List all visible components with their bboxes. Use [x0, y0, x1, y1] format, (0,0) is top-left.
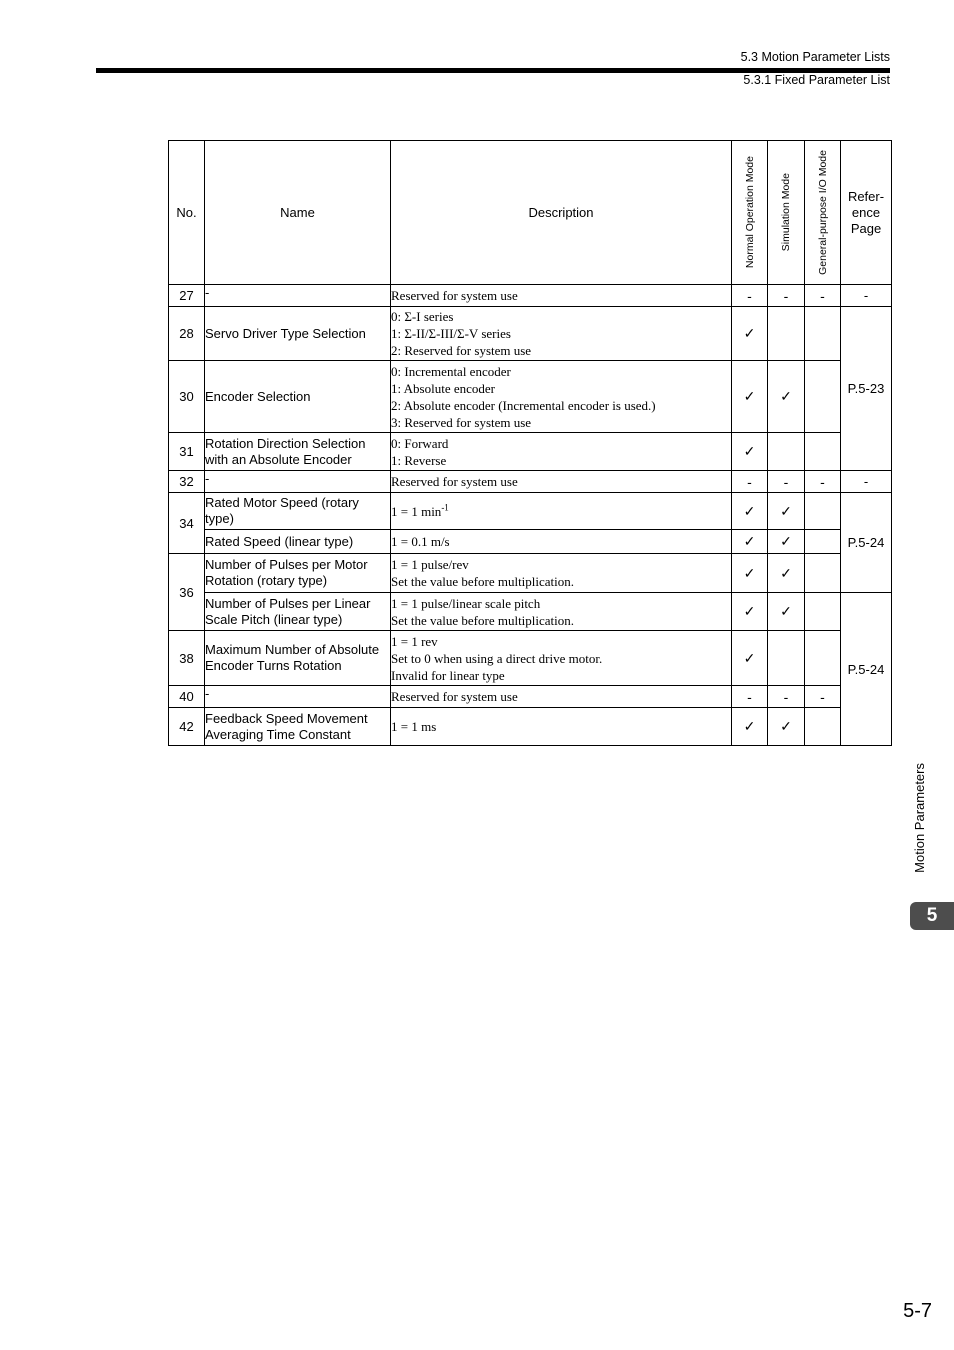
table-row	[169, 285, 892, 307]
check-icon: ✓	[732, 593, 768, 631]
param-name: Number of Pulses per Motor Rotation (rotary type)	[205, 554, 391, 593]
reference-page: P.5-24	[841, 593, 892, 746]
table-row	[169, 307, 892, 361]
normal-mode-cell: -	[732, 285, 768, 307]
check-icon: ✓	[732, 631, 768, 686]
param-name: -	[205, 471, 391, 493]
table-row	[169, 471, 892, 493]
section-title: 5.3 Motion Parameter Lists	[740, 50, 890, 64]
simulation-mode-cell: -	[768, 285, 805, 307]
table-row	[169, 686, 892, 708]
param-description: Reserved for system use	[391, 471, 732, 493]
gpio-mode-cell: -	[805, 471, 841, 493]
check-icon: ✓	[732, 361, 768, 433]
check-icon: ✓	[732, 708, 768, 746]
empty-cell	[805, 530, 841, 554]
empty-cell	[805, 631, 841, 686]
check-icon: ✓	[768, 708, 805, 746]
param-description: Reserved for system use	[391, 686, 732, 708]
header-description: Description	[391, 141, 732, 285]
table-row	[169, 593, 892, 631]
header-simulation-mode: Simulation Mode	[768, 141, 805, 285]
table-row	[169, 433, 892, 471]
param-description: 1 = 1 pulse/linear scale pitch Set the value before multiplication.	[391, 593, 732, 631]
check-icon: ✓	[732, 433, 768, 471]
reference-page: -	[841, 471, 892, 493]
simulation-mode-cell: -	[768, 686, 805, 708]
check-icon: ✓	[768, 530, 805, 554]
header-normal-mode: Normal Operation Mode	[732, 141, 768, 285]
check-icon: ✓	[768, 554, 805, 593]
param-no: 27	[169, 285, 205, 307]
param-description: 0: Forward 1: Reverse	[391, 433, 732, 471]
empty-cell	[768, 631, 805, 686]
empty-cell	[805, 708, 841, 746]
param-no: 36	[169, 554, 205, 631]
param-description: Reserved for system use	[391, 285, 732, 307]
header-gpio-mode: General-purpose I/O Mode	[805, 141, 841, 285]
header-no: No.	[169, 141, 205, 285]
param-name: Rated Motor Speed (rotary type)	[205, 493, 391, 530]
reference-page: P.5-23	[841, 307, 892, 471]
chapter-side-label: Motion Parameters	[911, 763, 927, 873]
param-description: 0: Incremental encoder 1: Absolute encoder 2: Absolute encoder (Incremental encoder is used.) 3: Reserved for system use	[391, 361, 732, 433]
param-description: 0: Σ-I series 1: Σ-II/Σ-III/Σ-V series 2: Reserved for system use	[391, 307, 732, 361]
page-number: 5-7	[903, 1300, 932, 1322]
param-no: 30	[169, 361, 205, 433]
check-icon: ✓	[768, 361, 805, 433]
check-icon: ✓	[732, 493, 768, 530]
param-name: Feedback Speed Movement Averaging Time Constant	[205, 708, 391, 746]
fixed-parameter-table	[168, 140, 892, 746]
normal-mode-cell: -	[732, 471, 768, 493]
header-name: Name	[205, 141, 391, 285]
table-row	[169, 554, 892, 593]
param-name: Servo Driver Type Selection	[205, 307, 391, 361]
table-row	[169, 493, 892, 530]
empty-cell	[805, 307, 841, 361]
empty-cell	[805, 361, 841, 433]
param-name: Rated Speed (linear type)	[205, 530, 391, 554]
header-reference-page: Refer- ence Page	[841, 141, 892, 285]
reference-page: P.5-24	[841, 493, 892, 593]
param-description: 1 = 0.1 m/s	[391, 530, 732, 554]
check-icon: ✓	[732, 554, 768, 593]
param-description: 1 = 1 pulse/rev Set the value before multiplication.	[391, 554, 732, 593]
param-name: Maximum Number of Absolute Encoder Turns Rotation	[205, 631, 391, 686]
param-no: 38	[169, 631, 205, 686]
param-name: Number of Pulses per Linear Scale Pitch (linear type)	[205, 593, 391, 631]
table-row	[169, 530, 892, 554]
param-no: 28	[169, 307, 205, 361]
empty-cell	[805, 593, 841, 631]
table-row	[169, 708, 892, 746]
param-name: -	[205, 285, 391, 307]
table-row	[169, 361, 892, 433]
reference-page: -	[841, 285, 892, 307]
param-name: Encoder Selection	[205, 361, 391, 433]
param-description: 1 = 1 ms	[391, 708, 732, 746]
empty-cell	[768, 433, 805, 471]
empty-cell	[805, 493, 841, 530]
gpio-mode-cell: -	[805, 285, 841, 307]
empty-cell	[805, 433, 841, 471]
param-no: 31	[169, 433, 205, 471]
param-name: -	[205, 686, 391, 708]
subsection-title: 5.3.1 Fixed Parameter List	[743, 73, 890, 87]
param-no: 32	[169, 471, 205, 493]
check-icon: ✓	[732, 530, 768, 554]
chapter-tab: 5	[910, 902, 954, 930]
check-icon: ✓	[768, 593, 805, 631]
empty-cell	[805, 554, 841, 593]
param-name: Rotation Direction Selection with an Absolute Encoder	[205, 433, 391, 471]
param-no: 42	[169, 708, 205, 746]
check-icon: ✓	[732, 307, 768, 361]
empty-cell	[768, 307, 805, 361]
param-no: 40	[169, 686, 205, 708]
normal-mode-cell: -	[732, 686, 768, 708]
param-description: 1 = 1 rev Set to 0 when using a direct drive motor. Invalid for linear type	[391, 631, 732, 686]
table-header-row	[169, 141, 892, 285]
param-no: 34	[169, 493, 205, 554]
gpio-mode-cell: -	[805, 686, 841, 708]
check-icon: ✓	[768, 493, 805, 530]
table-row	[169, 631, 892, 686]
param-description: 1 = 1 $\min^{-1}$	[391, 493, 732, 530]
simulation-mode-cell: -	[768, 471, 805, 493]
